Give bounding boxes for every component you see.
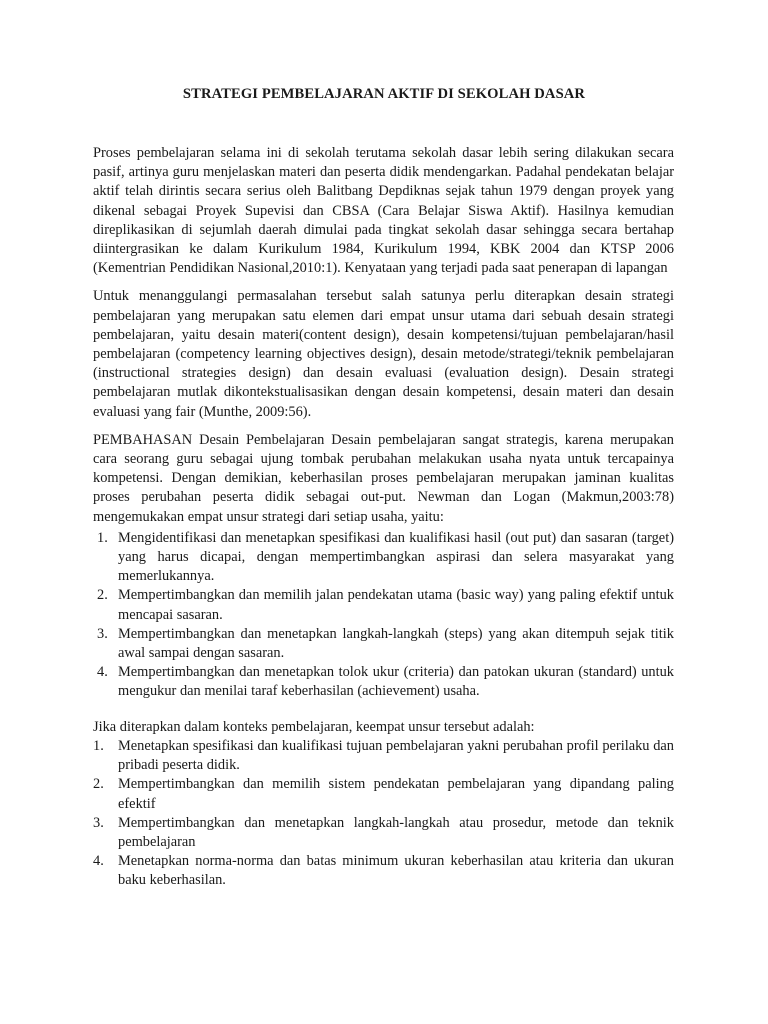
strategy-elements-list <box>93 529 674 702</box>
paragraph-learning-context: Jika diterapkan dalam konteks pembelajaran, keempat unsur tersebut adalah: <box>93 718 535 735</box>
paragraph-pembahasan: PEMBAHASAN Desain Pembelajaran Desain pembelajaran sangat strategis, karena merupakan cara seorang guru sebagai ujung tombak perubahan melakukan usaha nyata untuk tercapainya kompetensi. Dengan demikian, keberhasilan proses pembelajaran merupakan jaminan kualitas proses perubahan peserta didik sebagai out-put. Newman dan Logan (Makmun,2003:78) mengemukakan empat unsur strategi dari setiap usaha, yaitu: <box>93 431 674 525</box>
learning-elements-list <box>93 737 674 891</box>
list-item <box>93 625 674 663</box>
list-number: 1. <box>93 737 104 754</box>
list-item <box>93 852 674 890</box>
list-item-text: Mempertimbangkan dan menetapkan langkah-langkah (steps) yang akan ditempuh sejak titik awal sampai dengan sasaran. <box>118 625 674 662</box>
list-item-text: Mempertimbangkan dan memilih sistem pendekatan pembelajaran yang dipandang paling efektif <box>118 776 674 812</box>
list-item <box>93 737 674 775</box>
list-item <box>93 775 674 813</box>
paragraph-solution: Untuk menanggulangi permasalahan tersebut salah satunya perlu diterapkan desain strategi pembelajaran yang merupakan satu elemen dari empat unsur utama dari sebuah desain strategi pembelajaran, yaitu desain materi(content design), desain kompetensi/tujuan pembelajaran/hasil pembelajaran (competency learning objectives design), desain metode/strategi/teknik pembelajaran (instructional strategies design) dan desain evaluasi (evaluation design). Desain strategi pembelajaran mutlak dikontekstualisasikan dengan desain kompetensi, desain materi dan desain evaluasi yang fair (Munthe, 2009:56). <box>93 288 674 420</box>
list-item-text: Menetapkan spesifikasi dan kualifikasi tujuan pembelajaran yakni perubahan profil perilaku dan pribadi peserta didik. <box>118 737 674 774</box>
list-item <box>93 663 674 701</box>
list-item <box>93 814 674 852</box>
list-number: 1. <box>97 529 108 546</box>
paragraph-intro: Proses pembelajaran selama ini di sekolah terutama sekolah dasar lebih sering dilakukan secara pasif, artinya guru menjelaskan materi dan peserta didik mendengarkan. Padahal pendekatan belajar aktif telah dirintis secara serius oleh Balitbang Depdiknas sejak tahun 1979 dengan proyek yang dikenal sebagai Proyek Supevisi dan CBSA (Cara Belajar Siswa Aktif). Hasilnya kemudian direplikasikan di sejumlah daerah dimulai pada tingkat sekolah dasar sehingga secara bertahap diintergrasikan ke dalam Kurikulum 1984, Kurikulum 1994, KBK 2004 dan KTSP 2006 (Kementrian Pendidikan Nasional,2010:1). Kenyataan yang terjadi pada saat penerapan di lapangan <box>93 145 674 277</box>
list-item-text: Mempertimbangkan dan menetapkan tolok ukur (criteria) dan patokan ukuran (standard) untuk mengukur dan menilai taraf keberhasilan (achievement) usaha. <box>118 664 674 700</box>
list-number: 4. <box>97 664 108 681</box>
list-item-text: Mengidentifikasi dan menetapkan spesifikasi dan kualifikasi hasil (out put) dan sasaran (target) yang harus dicapai, dengan mempertimbangkan aspirasi dan selera masyarakat yang memerlukannya. <box>118 529 674 585</box>
list-number: 4. <box>93 853 104 870</box>
list-number: 2. <box>97 587 108 604</box>
list-number: 3. <box>93 814 104 831</box>
list-item <box>93 529 674 587</box>
document-body <box>93 144 674 891</box>
list-item-text: Mempertimbangkan dan memilih jalan pendekatan utama (basic way) yang paling efektif untuk mencapai sasaran. <box>118 587 674 623</box>
list-number: 3. <box>97 625 108 642</box>
document-title: STRATEGI PEMBELAJARAN AKTIF DI SEKOLAH DASAR <box>182 86 586 102</box>
list-item <box>93 586 674 624</box>
list-item-text: Mempertimbangkan dan menetapkan langkah-langkah atau prosedur, metode dan teknik pembelajaran <box>118 814 674 850</box>
list-number: 2. <box>93 776 104 793</box>
list-item-text: Menetapkan norma-norma dan batas minimum ukuran keberhasilan atau kriteria dan ukuran baku keberhasilan. <box>118 853 674 889</box>
